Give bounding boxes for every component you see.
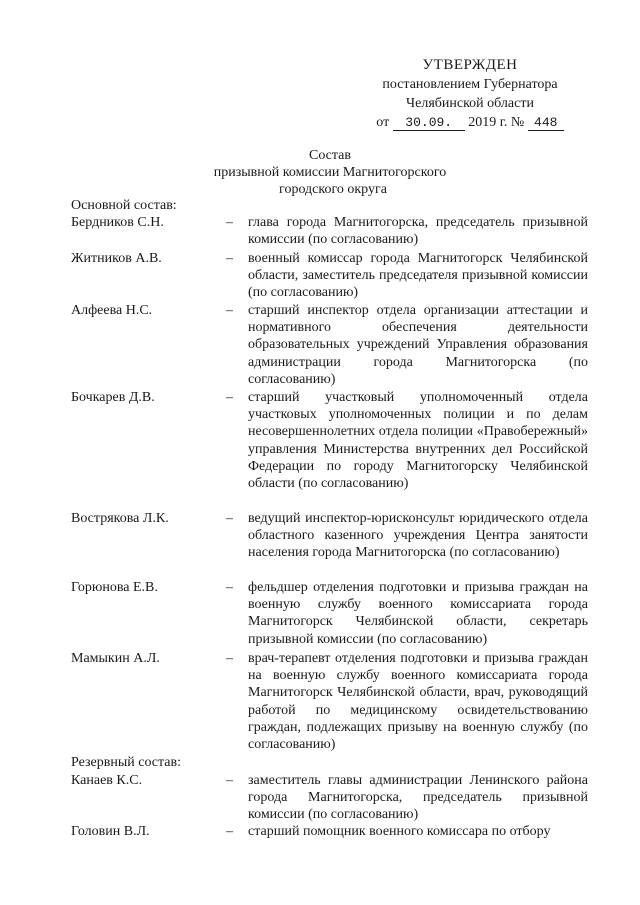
member-name: Горюнова Е.В. <box>71 580 158 595</box>
member-dash: – <box>226 511 233 526</box>
heading-line-1: Состав <box>308 148 351 163</box>
member-name: Мамыкин А.Л. <box>71 651 160 666</box>
member-role: заместитель главы администрации Ленинского района города Магнитогорска, председатель призывной комиссии (по согласованию) <box>248 773 588 823</box>
reserve-composition-label: Резервный состав: <box>71 755 182 770</box>
approval-number: 448 <box>528 115 564 131</box>
member-name: Бердников С.Н. <box>71 215 164 230</box>
member-dash: – <box>226 651 233 666</box>
member-dash: – <box>226 390 233 405</box>
member-role: врач-терапевт отделения подготовки и призыва граждан на военную службу военного комиссариата города Магнитогорск Челябинской области, врач, руководящий работой по медицинскому освидетельствованию граждан, подлежащих призыву на военную службу (по согласованию) <box>248 651 588 753</box>
document-heading <box>190 147 470 198</box>
member-role: военный комиссар города Магнитогорск Челябинской области, заместитель председателя призывной комиссии (по согласованию) <box>248 251 588 301</box>
member-dash: – <box>226 824 233 839</box>
member-dash: – <box>226 215 233 230</box>
member-dash: – <box>226 303 233 318</box>
approval-title: УТВЕРЖДЕН <box>422 57 518 73</box>
heading-line-2: призывной комиссии Магнитогорского <box>213 165 447 180</box>
member-dash: – <box>226 580 233 595</box>
member-role: старший инспектор отдела организации аттестации и нормативного обеспечения деятельности образовательных учреждений Управления образования администрации города Магнитогорска (по согласованию) <box>248 303 588 387</box>
approval-date-line <box>360 113 580 132</box>
member-dash: – <box>226 773 233 788</box>
approval-block <box>360 56 580 132</box>
member-name: Головин В.Л. <box>71 824 150 839</box>
member-dash: – <box>226 251 233 266</box>
approval-line-1: постановлением Губернатора <box>382 77 558 92</box>
member-name: Канаев К.С. <box>71 773 143 788</box>
member-name: Алфеева Н.С. <box>71 303 153 318</box>
member-role: ведущий инспектор-юрисконсульт юридического отдела областного казенного учреждения Центра занятости населения города Магнитогорска (по согласованию) <box>248 511 588 561</box>
member-role: фельдшер отделения подготовки и призыва граждан на военную службу военного комиссариата города Магнитогорск Челябинской области, секретарь призывной комиссии (по согласованию) <box>248 580 588 647</box>
year-and-number-label: 2019 г. № <box>468 115 525 130</box>
approval-line-2: Челябинской области <box>406 96 534 111</box>
member-role: старший участковый уполномоченный отдела участковых уполномоченных полиции и по делам несовершеннолетних отдела полиции «Правобережный» управления Министерства внутренних дел Российской Федерации по городу Магнитогорску Челябинской области (по согласованию) <box>248 390 588 492</box>
member-name: Бочкарев Д.В. <box>71 390 155 405</box>
approval-date: 30.09. <box>393 115 465 131</box>
member-name: Житников А.В. <box>71 251 162 266</box>
member-name: Вострякова Л.К. <box>71 511 169 526</box>
date-prefix: от <box>376 115 390 130</box>
heading-line-3: городского округа <box>279 182 387 197</box>
member-role: глава города Магнитогорска, председатель призывной комиссии (по согласованию) <box>248 215 588 248</box>
member-role: старший помощник военного комиссара по отбору <box>248 824 551 839</box>
main-composition-label: Основной состав: <box>71 198 177 213</box>
